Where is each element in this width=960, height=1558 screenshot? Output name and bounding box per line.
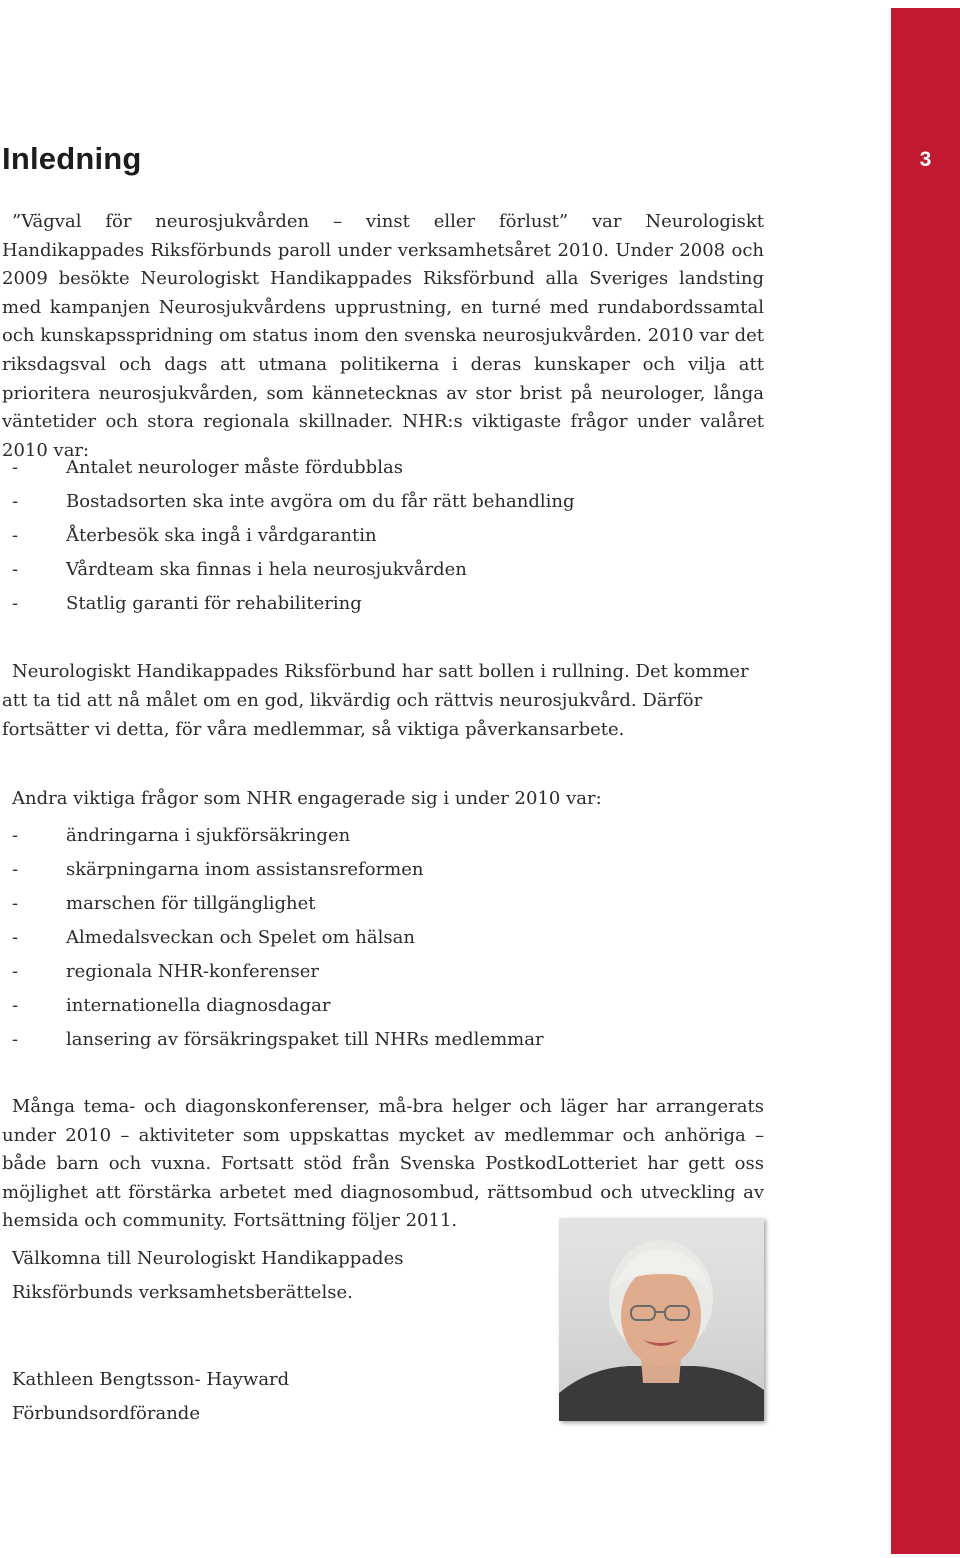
list-item: - marschen för tillgänglighet bbox=[2, 887, 764, 921]
paragraph-two: Neurologiskt Handikappades Riksförbund har satt bollen i rullning. Det kommer att ta tid att nå målet om en god, likvärdig och rättvis neurosjukvård. Därför fortsätter vi detta, för våra medlemmar, så viktiga påverkansarbete. bbox=[2, 661, 749, 740]
list-item: - internationella diagnosdagar bbox=[2, 989, 764, 1023]
portrait-illustration bbox=[559, 1218, 764, 1421]
welcome-line: Välkomna till Neurologiskt Handikappades bbox=[12, 1248, 404, 1269]
priority-list bbox=[2, 451, 764, 621]
page-title: Inledning bbox=[2, 141, 142, 176]
list-item: - lansering av försäkringspaket till NHRs medlemmar bbox=[2, 1023, 764, 1057]
list-dash: - bbox=[12, 995, 19, 1016]
red-side-bar bbox=[891, 8, 960, 1554]
list-item: - Statlig garanti för rehabilitering bbox=[2, 587, 764, 621]
activity-list bbox=[2, 819, 764, 1057]
list-dash: - bbox=[12, 927, 19, 948]
list-dash: - bbox=[12, 961, 19, 982]
list-dash: - bbox=[12, 457, 19, 478]
signature-block bbox=[2, 1363, 542, 1431]
welcome-section bbox=[2, 1242, 542, 1310]
list-item: - skärpningarna inom assistansreformen bbox=[2, 853, 764, 887]
list-item: - Antalet neurologer måste fördubblas bbox=[2, 451, 764, 485]
paragraph-three-section bbox=[2, 1093, 764, 1236]
list-dash: - bbox=[12, 491, 19, 512]
priority-list-section bbox=[2, 451, 764, 621]
paragraph-two-section bbox=[2, 657, 764, 744]
list-two-intro: Andra viktiga frågor som NHR engagerade sig i under 2010 var: bbox=[12, 788, 602, 809]
activity-list-section bbox=[2, 819, 764, 1057]
intro-paragraph: ”Vägval för neurosjukvården – vinst eller förlust” var Neurologiskt Handikappades Riksförbunds paroll under verksamhetsåret 2010. Under 2008 och 2009 besökte Neurologiskt Handikappades Riksförbund alla Sveriges landsting med kampanjen Neurosjukvårdens upprustning, en turné med rundabordssamtal och kunskapsspridning om status inom den svenska neurosjukvården. 2010 var det riksdagsval och dags att utmana politikerna i deras kunskaper och vilja att prioritera neurosjukvården, som kännetecknas av stor brist på neurologer, långa väntetider och stora regionala skillnader. NHR:s viktigaste frågor under valåret 2010 var: bbox=[2, 211, 764, 461]
list-dash: - bbox=[12, 593, 19, 614]
list-dash: - bbox=[12, 825, 19, 846]
portrait-photo bbox=[559, 1218, 764, 1421]
list-two-intro-section bbox=[2, 784, 764, 813]
list-item: - Almedalsveckan och Spelet om hälsan bbox=[2, 921, 764, 955]
list-item: - Bostadsorten ska inte avgöra om du får rätt behandling bbox=[2, 485, 764, 519]
list-dash: - bbox=[12, 559, 19, 580]
list-dash: - bbox=[12, 859, 19, 880]
paragraph-three: Många tema- och diagonskonferenser, må-bra helger och läger har arrangerats under 2010 – aktiviteter som uppskattas mycket av medlemmar och anhöriga – både barn och vuxna. Fortsatt stöd från Svenska PostkodLotteriet har gett oss möjlighet att förstärka arbetet med diagnosombud, rättsombud och utveckling av hemsida och community. Fortsättning följer 2011. bbox=[2, 1096, 764, 1232]
list-item: - regionala NHR-konferenser bbox=[2, 955, 764, 989]
list-item: - Återbesök ska ingå i vårdgarantin bbox=[2, 519, 764, 553]
list-item: - Vårdteam ska finnas i hela neurosjukvården bbox=[2, 553, 764, 587]
intro-section bbox=[2, 208, 764, 465]
list-item: - ändringarna i sjukförsäkringen bbox=[2, 819, 764, 853]
list-dash: - bbox=[12, 893, 19, 914]
signature-title: Förbundsordförande bbox=[12, 1403, 200, 1424]
list-dash: - bbox=[12, 525, 19, 546]
list-dash: - bbox=[12, 1029, 19, 1050]
signature-name: Kathleen Bengtsson- Hayward bbox=[12, 1369, 290, 1390]
page-number: 3 bbox=[919, 148, 932, 171]
welcome-line: Riksförbunds verksamhetsberättelse. bbox=[12, 1282, 353, 1303]
